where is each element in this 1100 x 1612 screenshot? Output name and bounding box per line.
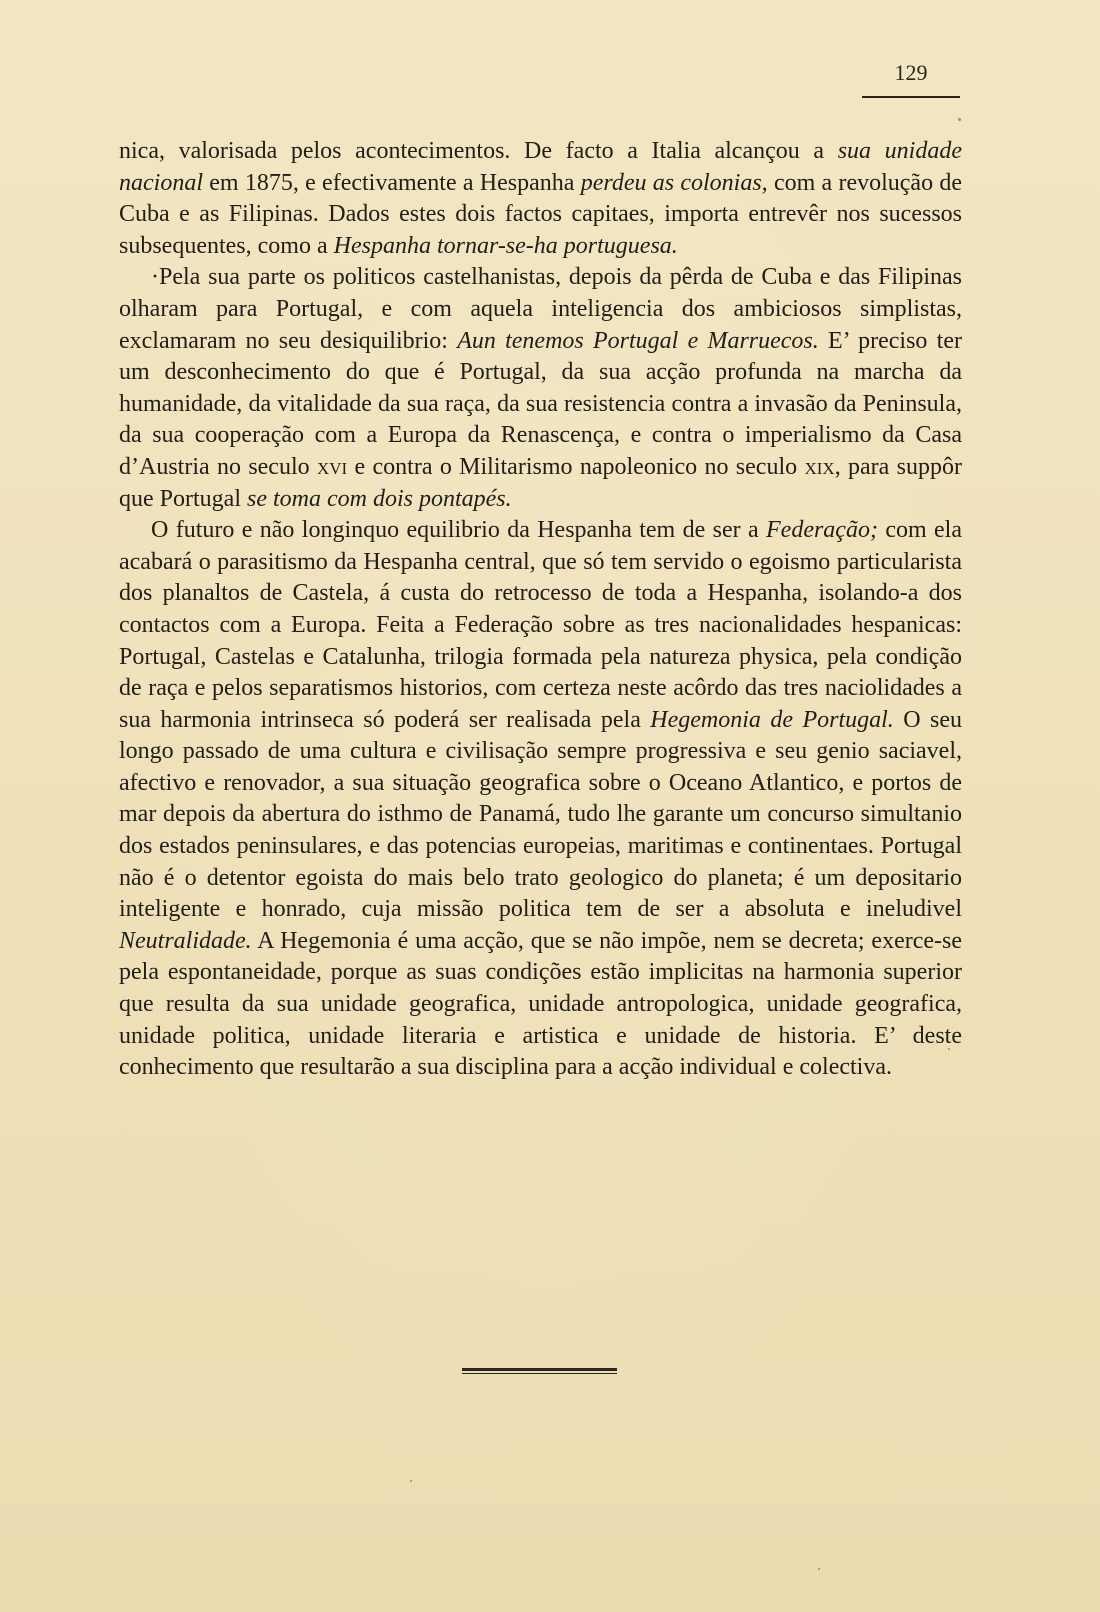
- italic-phrase: Aun tenemos Portugal e Marruecos.: [457, 327, 819, 354]
- text-run: E’ preciso ter um desconhecimento do que é Portugal, da sua acção profunda na marcha da humanidade, da vitalidade da sua raça, da sua resistencia contra a invasão da Peninsula, da sua cooperação com a Europa da Renascença, e contra o imperialismo da Casa d’Austria no seculo: [119, 327, 962, 480]
- italic-phrase: sua unidade nacional: [119, 138, 962, 196]
- paper-speck: [948, 1048, 950, 1050]
- italic-phrase: perdeu as colonias,: [580, 169, 768, 196]
- italic-phrase: Hespanha tornar-se-ha portuguesa.: [333, 232, 678, 259]
- page-number: 129: [894, 60, 928, 85]
- body-text: [119, 136, 962, 1084]
- text-run: em 1875, e efectivamente a Hespanha: [203, 169, 581, 196]
- text-run: A Hegemonia é uma acção, que se não impõe, nem se decreta; exerce-se pela espontaneidade, porque as suas condições estão implicitas na harmonia superior que resulta da sua unidade geografica, unidade antropologica, unidade geografica, unidade politica, unidade literaria e artistica e unidade de historia. E’ deste conhecimento que resultarão a sua disciplina para a acção individual e colectiva.: [119, 927, 962, 1081]
- roman-numeral: xvi: [316, 453, 348, 480]
- paragraph: [119, 262, 962, 515]
- paper-speck: [410, 1480, 412, 1482]
- roman-numeral: xix: [804, 453, 835, 480]
- paper-speck: [818, 1568, 820, 1570]
- text-run: , para suppôr que Portugal: [119, 453, 962, 512]
- header-rule: [862, 96, 960, 98]
- text-run: e contra o Militarismo napoleonico no seculo: [347, 453, 805, 480]
- end-rule: [462, 1368, 617, 1371]
- paper-speck: [958, 118, 961, 121]
- end-rule-thin: [462, 1373, 617, 1374]
- text-run: com a revolução de Cuba e as Filipinas. Dados estes dois factos capitaes, importa entrevêr nos sucessos subsequentes, como a: [119, 169, 963, 259]
- paragraph: [119, 136, 962, 262]
- italic-phrase: Federação;: [766, 517, 878, 544]
- italic-phrase: Neutralidade.: [119, 927, 252, 954]
- text-run: O futuro e não longinquo equilibrio da Hespanha tem de ser a: [151, 517, 766, 544]
- text-run: O seu longo passado de uma cultura e civilisação sempre progressiva e seu genio saciavel, afectivo e renovador, a sua situação geografica sobre o Oceano Atlantico, e portos de mar depois da abertura do isthmo de Panamá, tudo lhe garante um concurso simultanio dos estados peninsulares, e das potencias europeias, maritimas e continentaes. Portugal não é o detentor egoista do mais belo trato geologico do planeta; é um depositario inteligente e honrado, cuja missão politica tem de ser a absoluta e ineludivel: [119, 706, 962, 923]
- italic-phrase: se toma com dois pontapés.: [246, 485, 512, 512]
- text-run: com ela acabará o parasitismo da Hespanha central, que só tem servido o egoismo particularista dos planaltos de Castela, á custa do retrocesso de toda a Hespanha, isolando-a dos contactos com a Europa. Feita a Federação sobre as tres nacionalidades hespanicas: Portugal, Castelas e Catalunha, trilogia formada pela natureza physica, pela condição de raça e pelos separatismos historios, com certeza neste acôrdo das tres naciolidades a sua harmonia intrinseca só poderá ser realisada pela: [119, 517, 962, 733]
- paragraph: [119, 515, 962, 1084]
- text-run: ·Pela sua parte os politicos castelhanistas, depois da pêrda de Cuba e das Filipinas olharam para Portugal, e com aquela inteligencia dos ambiciosos simplistas, exclamaram no seu desiquilibrio:: [119, 264, 962, 354]
- italic-phrase: Hegemonia de Portugal.: [650, 706, 894, 733]
- text-run: nica, valorisada pelos acontecimentos. De facto a Italia alcançou a: [119, 138, 838, 164]
